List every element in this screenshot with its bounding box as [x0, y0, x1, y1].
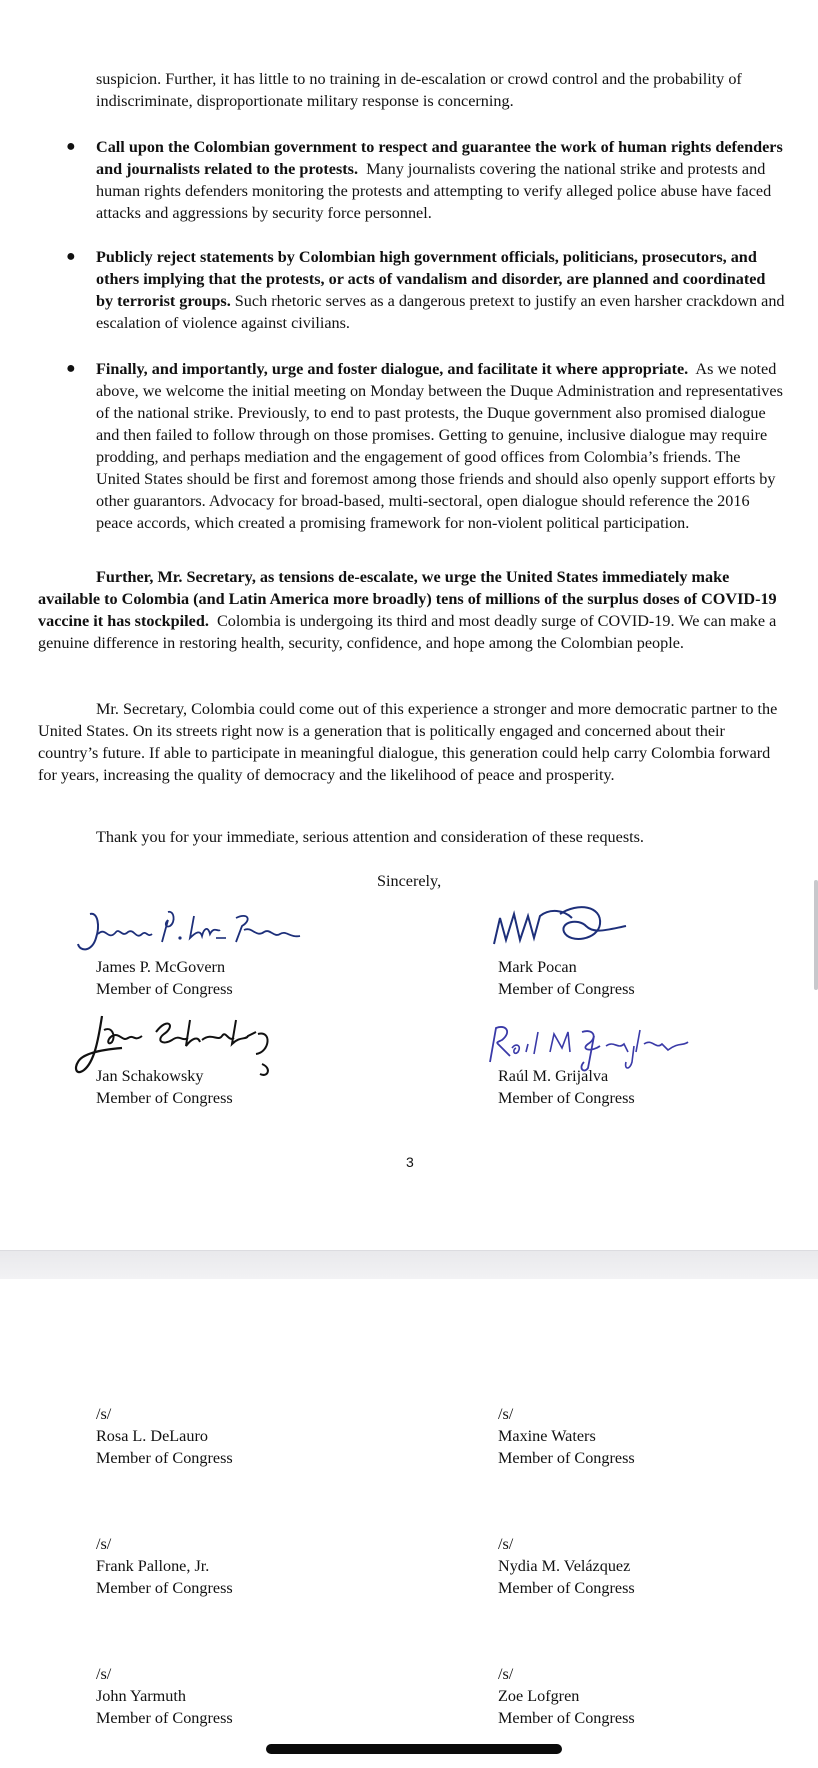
signature-block — [498, 1403, 635, 1469]
signature-pocan-image — [490, 900, 630, 962]
signature-block — [498, 1533, 635, 1599]
bullet-item — [96, 136, 786, 224]
page-number: 3 — [406, 1154, 414, 1170]
signatory-title: Member of Congress — [96, 1449, 233, 1467]
home-indicator[interactable] — [266, 1744, 562, 1754]
signatory-title: Member of Congress — [498, 980, 635, 998]
bullet-text: As we noted above, we welcome the initial meeting on Monday between the Duque Administration and representatives of the national strike. Previously, to end to past protests, the Duque government also promised dialogue and then failed to follow through on those promises. Getting to genuine, inclusive dialogue may require prodding, and perhaps mediation and the engagement of good offices from Colombia’s friends. The United States should be first and foremost among those friends and should also openly support efforts by other guarantors. Advocacy for broad-based, multi-sectoral, open dialogue should reference the 2016 peace accords, which created a promising framework for non-violent political participation. — [96, 360, 783, 532]
signature-mcgovern-image — [76, 908, 306, 960]
signatory-title: Member of Congress — [498, 1089, 635, 1107]
signatory-name: James P. McGovern — [96, 958, 226, 976]
bullet-heading: Call upon the Colombian government to respect and guarantee the work of human rights defenders and journalists related to the protests. — [96, 138, 783, 178]
thanks-line: Thank you for your immediate, serious attention and consideration of these requests. — [96, 828, 644, 846]
letter-page-4 — [0, 1279, 818, 1768]
signed-mark: /s/ — [498, 1535, 514, 1553]
bullet-marker: ● — [66, 248, 76, 265]
signatory-name: John Yarmuth — [96, 1687, 186, 1705]
continuation-paragraph: suspicion. Further, it has little to no training in de-escalation or crowd control and the probability of indiscriminate, disproportionate military response is concerning. — [96, 70, 742, 110]
signature-block — [498, 956, 635, 1000]
bullet-text: Such rhetoric serves as a dangerous pretext to justify an even harsher crackdown and escalation of violence against civilians. — [96, 292, 785, 332]
signed-mark: /s/ — [498, 1405, 514, 1423]
bullet-marker: ● — [66, 138, 76, 155]
closing-paragraph: Mr. Secretary, Colombia could come out of this experience a stronger and more democratic partner to the United States. On its streets right now is a generation that is politically engaged and concerned about their country’s future. If able to participate in meaningful dialogue, this generation could help carry Colombia forward for years, increasing the quality of democracy and the likelihood of peace and prosperity. — [38, 700, 778, 784]
signed-mark: /s/ — [96, 1535, 112, 1553]
signatory-name: Mark Pocan — [498, 958, 577, 976]
signatory-name: Zoe Lofgren — [498, 1687, 580, 1705]
closing-salutation: Sincerely, — [377, 872, 442, 890]
bullet-item — [96, 358, 786, 534]
signature-block — [96, 1533, 233, 1599]
signatory-title: Member of Congress — [498, 1709, 635, 1727]
signature-block — [498, 1065, 635, 1109]
bullet-heading: Publicly reject statements by Colombian high government officials, politicians, prosecutors, and others implying that the protests, or acts of vandalism and disorder, are planned and coordinated by terrorist groups. — [96, 248, 766, 310]
scroll-indicator[interactable] — [814, 880, 818, 990]
signatory-title: Member of Congress — [498, 1449, 635, 1467]
signatory-name: Frank Pallone, Jr. — [96, 1557, 210, 1575]
signed-mark: /s/ — [96, 1665, 112, 1683]
bullet-text: Many journalists covering the national strike and protests and human rights defenders monitoring the protests and attempting to verify alleged police abuse have faced attacks and aggressions by security force personnel. — [96, 160, 772, 222]
bullet-marker: ● — [66, 360, 76, 377]
signature-block — [96, 1403, 233, 1469]
signatory-title: Member of Congress — [96, 1579, 233, 1597]
bullet-item — [96, 246, 786, 334]
signatory-name: Maxine Waters — [498, 1427, 596, 1445]
vaccine-text: Colombia is undergoing its third and most deadly surge of COVID-19. We can make a genuine difference in restoring health, security, confidence, and hope among the Colombian people. — [38, 612, 777, 652]
signature-block — [96, 1065, 233, 1109]
signature-block — [96, 1663, 233, 1729]
page-separator — [0, 1250, 818, 1280]
signatory-name: Jan Schakowsky — [96, 1067, 204, 1085]
signatory-title: Member of Congress — [96, 1709, 233, 1727]
vaccine-paragraph — [38, 566, 786, 654]
signed-mark: /s/ — [96, 1405, 112, 1423]
signatory-title: Member of Congress — [96, 1089, 233, 1107]
signature-block — [96, 956, 233, 1000]
signatory-title: Member of Congress — [498, 1579, 635, 1597]
bullet-heading: Finally, and importantly, urge and foster dialogue, and facilitate it where appropriate. — [96, 360, 689, 378]
signatory-name: Raúl M. Grijalva — [498, 1067, 609, 1085]
signed-mark: /s/ — [498, 1665, 514, 1683]
signatory-name: Rosa L. DeLauro — [96, 1427, 208, 1445]
vaccine-request: Further, Mr. Secretary, as tensions de-escalate, we urge the United States immediately make available to Colombia (and Latin America more broadly) tens of millions of the surplus doses of COVID-19 vaccine it has stockpiled. — [38, 568, 777, 630]
signature-block — [498, 1663, 635, 1729]
signatory-name: Nydia M. Velázquez — [498, 1557, 631, 1575]
signatory-title: Member of Congress — [96, 980, 233, 998]
